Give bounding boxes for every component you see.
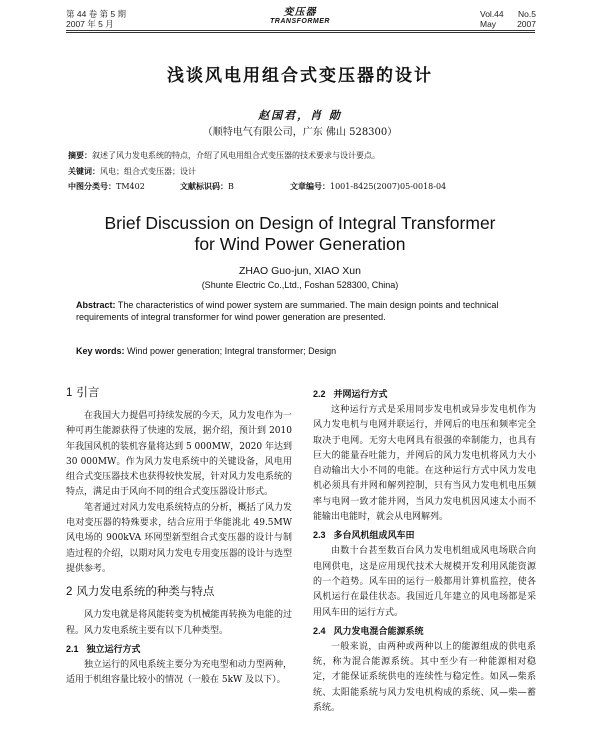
left-column [66,378,292,688]
section-2-3-heading [313,528,536,542]
section-1-heading [66,386,292,401]
section-2-4-paragraph: 一般来说，由两种或两种以上的能源组成的供电系统，称为混合能源系统。其中至少有一种能源相对稳定，才能保证系统供电的连续性与稳定性。如风—柴系统、太阳能系统与风力发电机构成的系统、风—柴—蓄系统。 [313,641,536,714]
section-2-3-paragraph: 由数十台甚至数百台风力发电机组成风电场联合向电网供电，这是应用现代技术大规模开发利用风能资源的一个趋势。风车田的运行一般都用计算机监控，使各风机运行在最佳状态。我国近几年建立的风电场都是采用风车田的运行方式。 [313,546,536,618]
journal-name-en: TRANSFORMER [270,18,330,25]
clc-value: TM402 [116,182,145,191]
header-month: May [480,19,497,29]
section-2-4-title: 风力发电混合能源系统 [333,625,424,636]
header-vol: Vol.44 [480,9,504,19]
keywords-en-text: Wind power generation; Integral transformer; Design [127,346,337,356]
authors-en: ZHAO Guo-jun, XIAO Xun [239,265,361,277]
section-2-4-number: 2.4 [313,625,326,636]
title-en-line2: for Wind Power Generation [194,234,406,254]
section-2-3-number: 2.3 [313,530,326,541]
section-2-1-title: 独立运行方式 [86,643,141,654]
abstract-en-label: Abstract: [76,300,116,310]
abstract-en [76,300,536,323]
article-no-label: 文章编号： [290,181,330,191]
section-2-3-title: 多台风机组成风车田 [333,530,415,541]
section-2-heading [66,585,292,600]
doc-code-value: B [228,182,234,191]
abstract-cn-text: 叙述了风力发电系统的特点，介绍了风电用组合式变压器的技术要求与设计要点。 [92,151,380,160]
keywords-cn-text: 风电；组合式变压器；设计 [100,167,196,176]
abstract-en-text: The characteristics of wind power system are summaried. The main design points and technical requirements of integral transformer for wind power generation are presented. [76,300,499,322]
section-2-number: 2 [66,586,73,599]
authors-cn: 赵国君，肖 勋 [258,109,342,122]
header-right [480,9,536,29]
section-1-paragraph-1: 在我国大力提倡可持续发展的今天，风力发电作为一种可再生能源获得了快速的发展，据介绍，预计到 2010 年我国风机的装机容量将达到 5 000MW，2020 年达到 30 000MW。作为风力发电系统中的关键设备，风电用组合式变压器技术也获得较快发展，针对风力发电系统的特点，满足由于风向不同的组合式变压器设计形式。 [66,411,292,498]
section-2-2-heading [313,387,536,401]
header-rule [66,30,535,31]
section-2-1-number: 2.1 [66,643,79,654]
section-2-1-heading [66,642,292,656]
header-volume-issue: 第 44 卷 第 5 期 [66,9,126,19]
title-en-line1: Brief Discussion on Design of Integral Transformer [104,213,496,233]
journal-name-cn: 变压器 [283,7,317,18]
affiliation-en: (Shunte Electric Co.,Ltd., Foshan 528300, China) [201,280,399,290]
section-1-paragraph-2: 笔者通过对风力发电系统特点的分析，概括了风力发电对变压器的特殊要求，结合应用于华能洮北 49.5MW 风电场的 900kVA 环网型新型组合式变压器的设计与制造过程的介绍，以期对风力发电专用变压器的设计与选型提供参考。 [66,502,292,574]
section-2-4-heading [313,624,536,638]
right-column [313,384,536,716]
section-1-number: 1 [66,387,73,399]
abstract-cn [68,150,538,161]
abstract-cn-label: 摘要： [68,150,92,160]
header-no: No.5 [518,9,536,19]
clc-label: 中图分类号： [68,181,116,191]
section-2-title: 风力发电系统的种类与特点 [76,586,215,599]
classification-line [68,181,538,192]
keywords-en-label: Key words: [76,346,125,356]
keywords-cn-label: 关键词： [68,166,100,176]
section-2-1-paragraph: 独立运行的风电系统主要分为充电型和动力型两种，适用于机组容量比较小的情况（一般在 5kW 及以下）。 [66,659,292,686]
header-year: 2007 [517,19,536,29]
header-date: 2007 年 5 月 [66,19,114,29]
article-no-value: 1001-8425(2007)05-0018-04 [330,182,447,191]
title-cn: 浅谈风电用组合式变压器的设计 [167,66,433,86]
keywords-cn [68,166,538,177]
section-1-title: 引言 [76,387,100,399]
doc-code-label: 文献标识码： [180,181,228,191]
section-2-2-paragraph: 这种运行方式是采用同步发电机或异步发电机作为风力发电机与电网并联运行，并网后的电压和频率完全取决于电网。无穷大电网具有很强的牵制能力，也具有巨大的能量吞吐能力，并网后的风力发电机将风力大小自动输出大小不同的电能。在这种运行方式中风力发电机必须具有并网和解列控制，只有当风力发电机电压频率与电网一致才能并网，当风力发电机因风速太小而不能输出电能时，就会从电网解列。 [313,405,536,523]
section-2-paragraph-1: 风力发电就是将风能转变为机械能再转换为电能的过程。风力发电系统主要有以下几种类型。 [66,610,292,636]
section-2-2-number: 2.2 [313,389,326,399]
header-rule-2 [66,32,535,33]
keywords-en [76,346,536,358]
section-2-2-title: 并网运行方式 [333,389,388,399]
affiliation-cn: （顺特电气有限公司，广东 佛山 528300） [202,127,398,138]
